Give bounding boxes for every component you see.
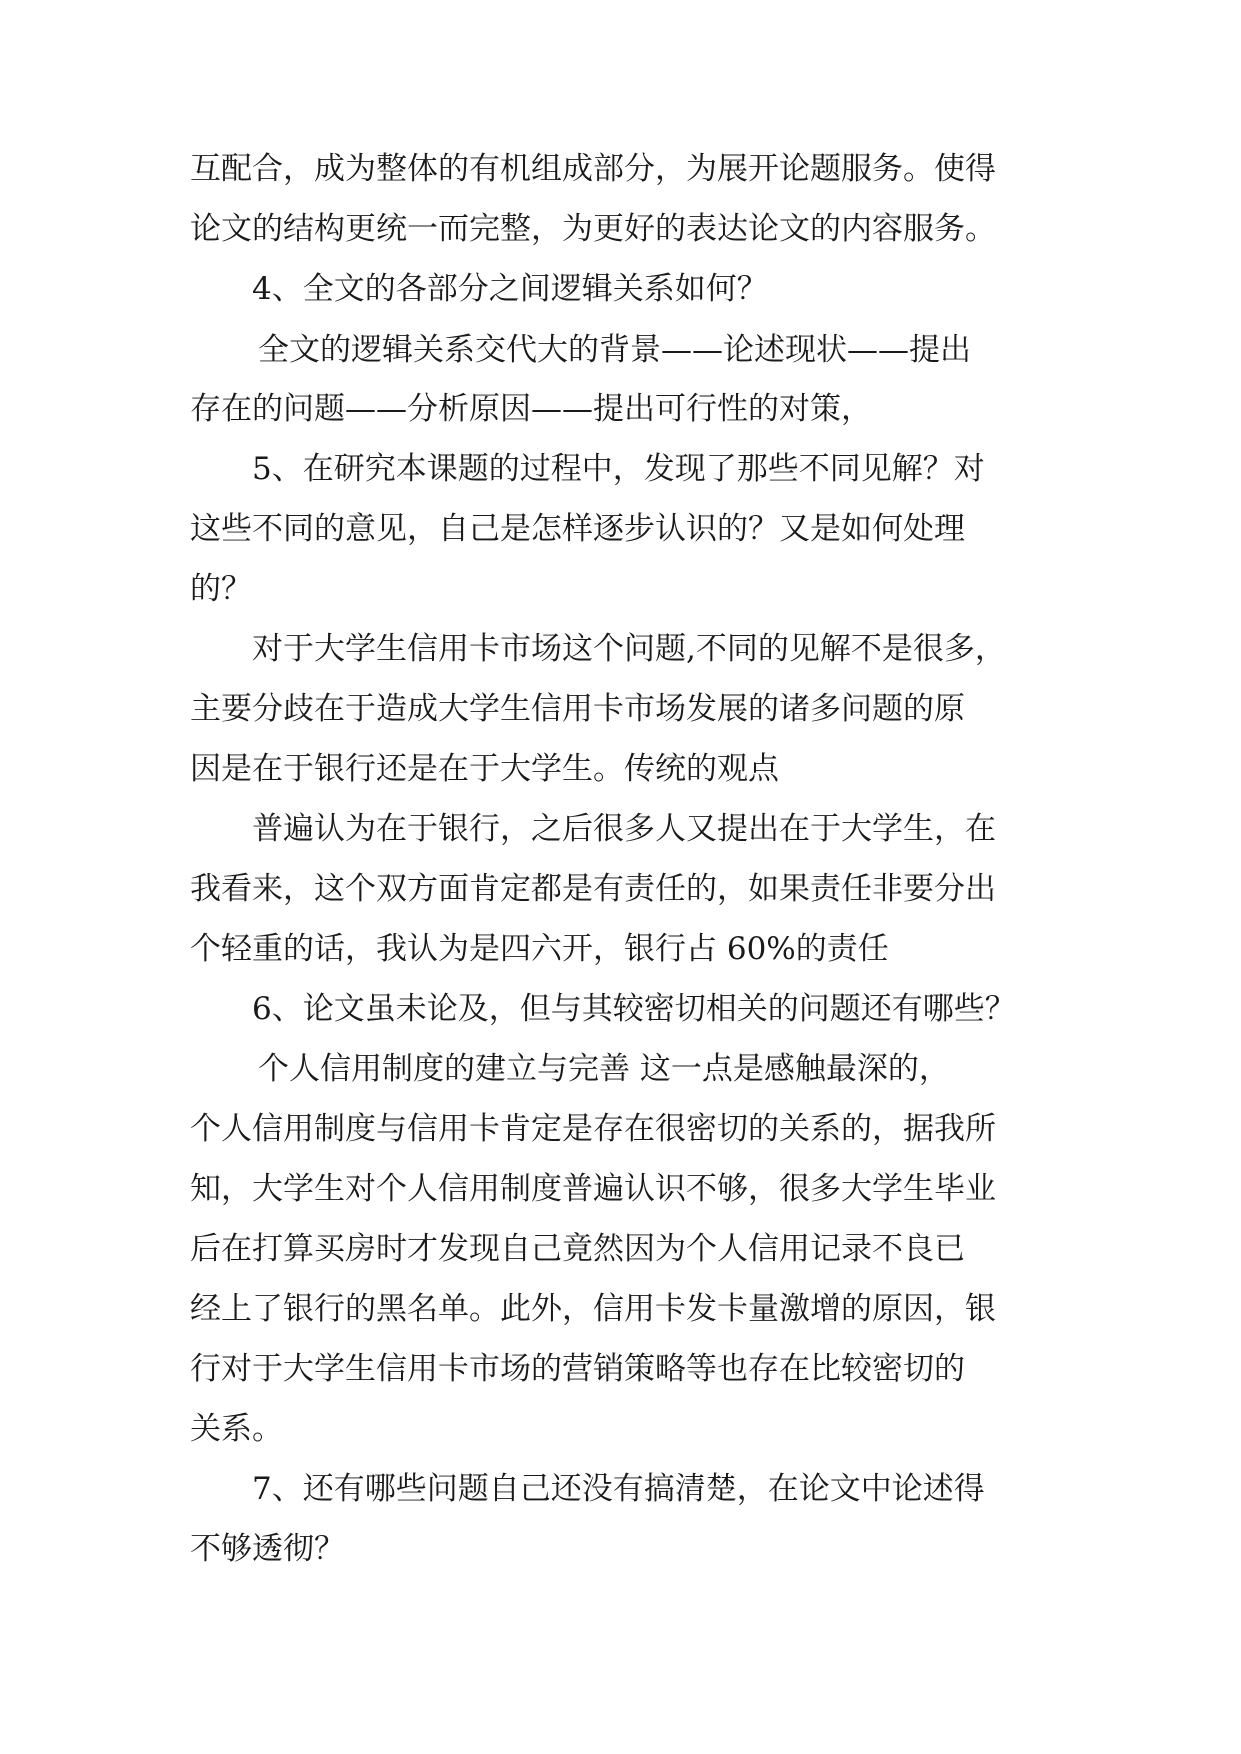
- text-line-14: 个轻重的话，我认为是四六开，银行占 60%的责任: [190, 931, 889, 967]
- text-line-22: 关系。: [190, 1411, 283, 1447]
- text-line-10: 主要分歧在于造成大学生信用卡市场发展的诸多问题的原: [190, 691, 965, 727]
- text-line-20: 经上了银行的黑名单。此外，信用卡发卡量激增的原因，银: [190, 1291, 996, 1327]
- text-line-5: 存在的问题——分析原因——提出可行性的对策，: [190, 391, 872, 427]
- text-line-9: 对于大学生信用卡市场这个问题,不同的见解不是很多，: [252, 631, 1006, 667]
- text-line-24: 不够透彻？: [190, 1531, 345, 1567]
- text-line-2: 论文的结构更统一而完整，为更好的表达论文的内容服务。: [190, 211, 996, 247]
- question-4: 4、全文的各部分之间逻辑关系如何？: [252, 271, 768, 307]
- text-line-11: 因是在于银行还是在于大学生。传统的观点: [190, 751, 779, 787]
- text-line-13: 我看来，这个双方面肯定都是有责任的，如果责任非要分出: [190, 871, 996, 907]
- text-line-19: 后在打算买房时才发现自己竟然因为个人信用记录不良已: [190, 1231, 965, 1267]
- text-line-12: 普遍认为在于银行，之后很多人又提出在于大学生，在: [252, 811, 996, 847]
- question-6: 6、论文虽未论及，但与其较密切相关的问题还有哪些？: [252, 991, 1016, 1027]
- text-line-18: 知，大学生对个人信用制度普遍认识不够，很多大学生毕业: [190, 1171, 996, 1207]
- question-7: 7、还有哪些问题自己还没有搞清楚，在论文中论述得: [252, 1471, 985, 1507]
- text-line-21: 行对于大学生信用卡市场的营销策略等也存在比较密切的: [190, 1351, 965, 1387]
- question-5: 5、在研究本课题的过程中，发现了那些不同见解？对: [252, 451, 985, 487]
- text-line-16: 个人信用制度的建立与完善 这一点是感触最深的，: [258, 1051, 950, 1087]
- text-line-7: 这些不同的意见，自己是怎样逐步认识的？又是如何处理: [190, 511, 965, 547]
- text-line-8: 的？: [190, 571, 252, 607]
- text-line-17: 个人信用制度与信用卡肯定是存在很密切的关系的，据我所: [190, 1111, 996, 1147]
- text-line-4: 全文的逻辑关系交代大的背景——论述现状——提出: [258, 332, 971, 368]
- text-line-1: 互配合，成为整体的有机组成部分，为展开论题服务。使得: [190, 151, 996, 187]
